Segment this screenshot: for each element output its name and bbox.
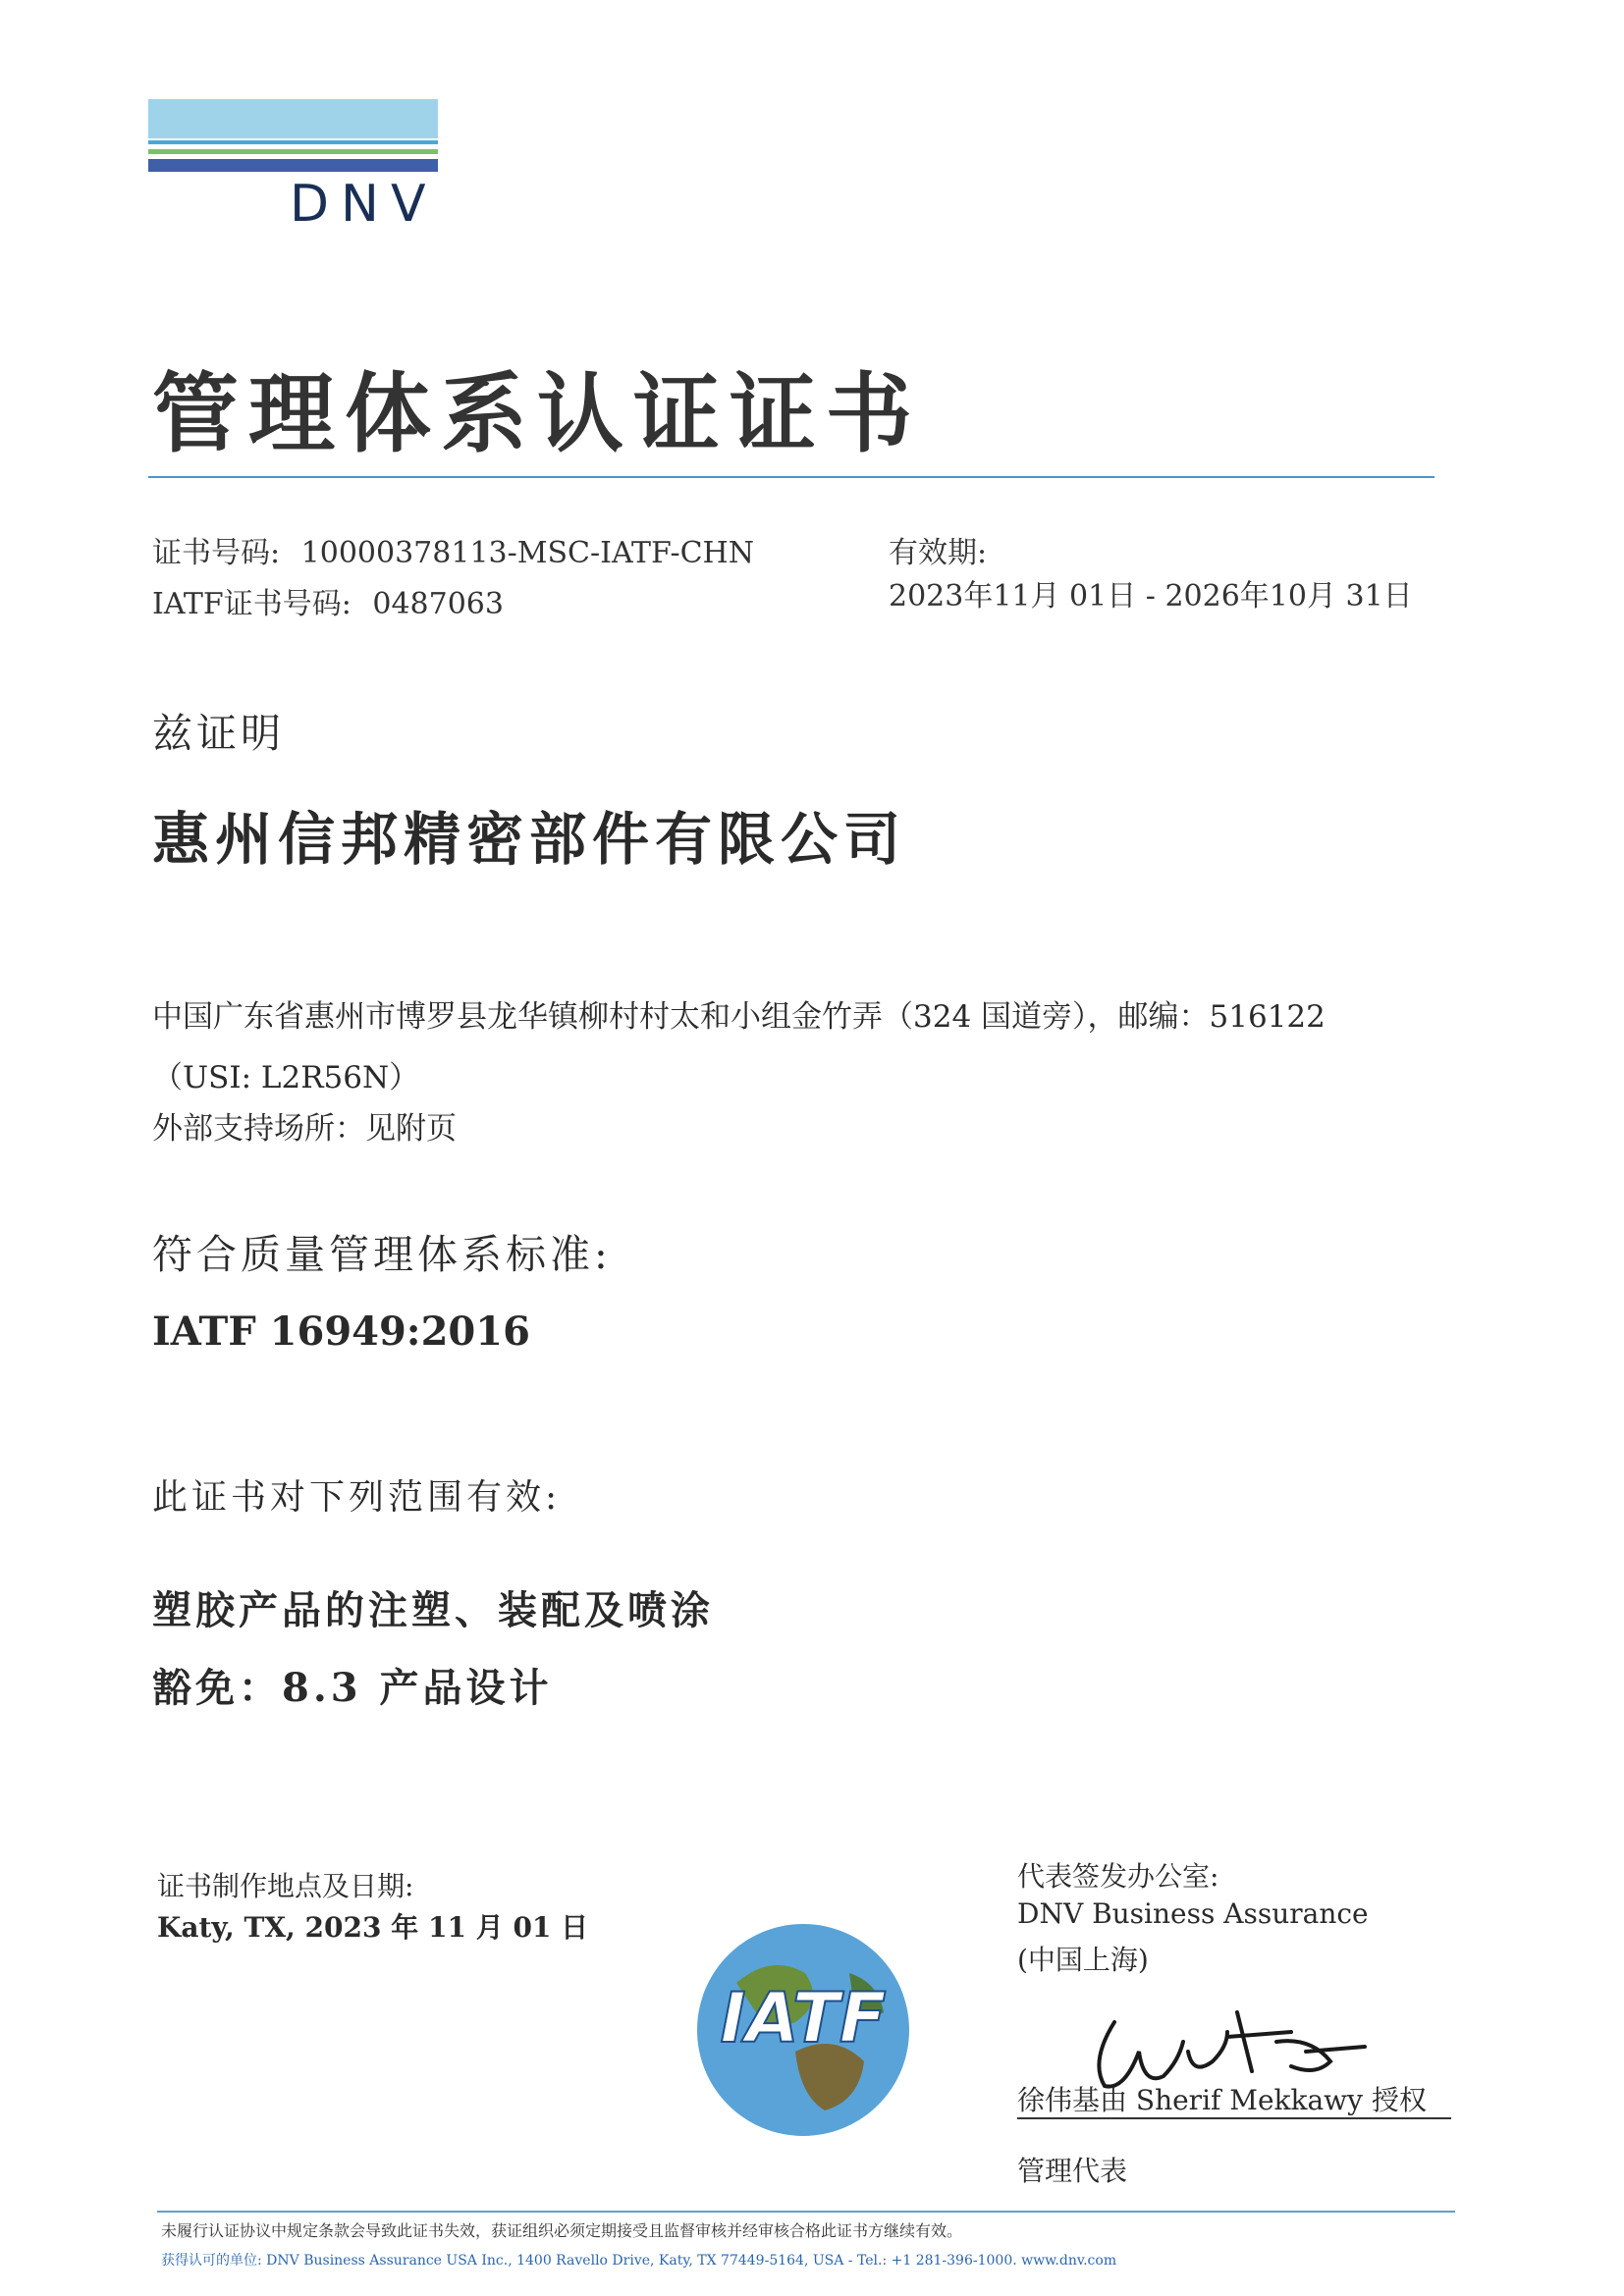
scope-line-2: 豁免：8.3 产品设计 (152, 1665, 553, 1711)
signatory: 徐伟基由 Sherif Mekkawy 授权 (1017, 2084, 1427, 2116)
scope-intro: 此证书对下列范围有效: (152, 1477, 562, 1518)
iatf-number: 0487063 (372, 587, 504, 621)
usi-code: （USI: L2R56N） (152, 1060, 420, 1095)
validity-label: 有效期: (889, 536, 988, 570)
certificate-number-row (152, 528, 754, 571)
footer-rule (157, 2211, 1455, 2213)
standard-intro: 符合质量管理体系标准: (152, 1231, 612, 1278)
validity-dates: 2023年11月 01日 - 2026年10月 31日 (889, 579, 1413, 614)
footer-accreditation: 获得认可的单位: DNV Business Assurance USA Inc., 1400 Ravello Drive, Katy, TX 77449-5164, USA - Tel.: +1 281-396-1000. www.dnv.com (161, 2253, 1117, 2269)
office-label: 代表签发办公室: (1017, 1860, 1219, 1893)
standard-name: IATF 16949:2016 (152, 1308, 530, 1355)
external-sites: 外部支持场所：见附页 (152, 1111, 457, 1147)
signature-line (1017, 2117, 1451, 2119)
certificate-number-label: 证书号码: (152, 536, 281, 570)
issue-place-date: Katy, TX, 2023 年 11 月 01 日 (157, 1911, 589, 1944)
iatf-logo-text: IATF (720, 1978, 887, 2058)
dnv-logo-text: DNV (290, 175, 438, 234)
office-name: DNV Business Assurance (1017, 1897, 1369, 1930)
signatory-title: 管理代表 (1017, 2155, 1128, 2187)
dnv-logo-bars (148, 99, 438, 172)
scope-line-1: 塑胶产品的注塑、装配及喷涂 (152, 1587, 714, 1633)
iatf-number-row (152, 579, 504, 622)
certify-intro: 兹证明 (152, 710, 285, 757)
issue-label: 证书制作地点及日期: (157, 1870, 414, 1902)
iatf-number-label: IATF证书号码: (152, 587, 352, 621)
company-name: 惠州信邦精密部件有限公司 (152, 806, 907, 873)
office-location: (中国上海) (1017, 1944, 1149, 1976)
title-rule (148, 476, 1435, 478)
footer-note: 未履行认证协议中规定条款会导致此证书失效，获证组织必须定期接受且监督审核并经审核合格此证书方继续有效。 (161, 2221, 963, 2240)
iatf-globe-logo (677, 1914, 918, 2140)
certificate-number: 10000378113-MSC-IATF-CHN (300, 536, 754, 570)
company-address: 中国广东省惠州市博罗县龙华镇柳村村太和小组金竹弄（324 国道旁），邮编：516122 (152, 999, 1326, 1035)
certificate-title: 管理体系认证证书 (152, 362, 923, 464)
